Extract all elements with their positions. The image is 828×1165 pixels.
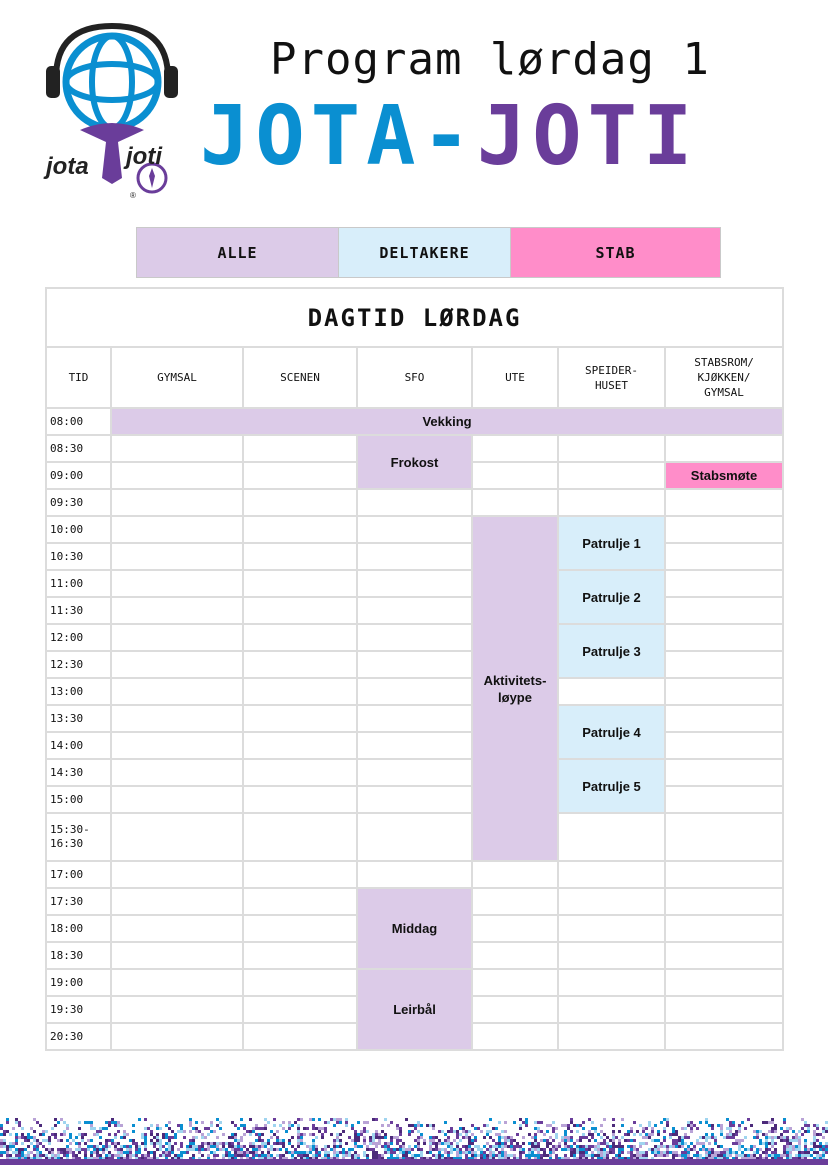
- empty-cell: [665, 516, 783, 543]
- empty-cell: [111, 915, 243, 942]
- empty-cell: [111, 624, 243, 651]
- brand-wordmark: [200, 89, 699, 184]
- empty-cell: [111, 1023, 243, 1050]
- brand-separator: -: [421, 89, 477, 184]
- empty-cell: [357, 489, 472, 516]
- empty-cell: [357, 705, 472, 732]
- empty-cell: [472, 969, 558, 996]
- empty-cell: [111, 570, 243, 597]
- empty-cell: [357, 516, 472, 543]
- empty-cell: [665, 678, 783, 705]
- event-middag: Middag: [357, 888, 472, 969]
- empty-cell: [665, 996, 783, 1023]
- empty-cell: [243, 786, 357, 813]
- empty-cell: [665, 651, 783, 678]
- empty-cell: [111, 813, 243, 861]
- col-header-speiderhuset: SPEIDER- HUSET: [558, 347, 665, 408]
- event-leirbal: Leirbål: [357, 969, 472, 1050]
- time-cell: 09:30: [46, 489, 111, 516]
- time-cell: 15:30- 16:30: [46, 813, 111, 861]
- time-cell: 17:00: [46, 861, 111, 888]
- time-cell: 11:30: [46, 597, 111, 624]
- empty-cell: [665, 570, 783, 597]
- event-patrulje-2: Patrulje 2: [558, 570, 665, 624]
- empty-cell: [111, 861, 243, 888]
- empty-cell: [357, 759, 472, 786]
- empty-cell: [558, 813, 665, 861]
- time-cell: 13:00: [46, 678, 111, 705]
- empty-cell: [111, 969, 243, 996]
- empty-cell: [665, 813, 783, 861]
- empty-cell: [111, 489, 243, 516]
- empty-cell: [111, 759, 243, 786]
- time-cell: 18:30: [46, 942, 111, 969]
- empty-cell: [243, 462, 357, 489]
- empty-cell: [243, 759, 357, 786]
- empty-cell: [357, 786, 472, 813]
- empty-cell: [243, 543, 357, 570]
- empty-cell: [665, 888, 783, 915]
- time-cell: 10:30: [46, 543, 111, 570]
- time-cell: 11:00: [46, 570, 111, 597]
- empty-cell: [111, 942, 243, 969]
- empty-cell: [665, 489, 783, 516]
- time-cell: 17:30: [46, 888, 111, 915]
- empty-cell: [243, 651, 357, 678]
- empty-cell: [472, 996, 558, 1023]
- empty-cell: [357, 861, 472, 888]
- time-cell: 08:00: [46, 408, 111, 435]
- empty-cell: [558, 1023, 665, 1050]
- empty-cell: [665, 915, 783, 942]
- empty-cell: [472, 489, 558, 516]
- col-header-ute: UTE: [472, 347, 558, 408]
- empty-cell: [243, 1023, 357, 1050]
- empty-cell: [558, 861, 665, 888]
- empty-cell: [111, 516, 243, 543]
- brand-part1: JOTA: [200, 89, 422, 184]
- empty-cell: [111, 732, 243, 759]
- empty-cell: [243, 516, 357, 543]
- empty-cell: [357, 597, 472, 624]
- empty-cell: [243, 678, 357, 705]
- event-patrulje-4: Patrulje 4: [558, 705, 665, 759]
- event-aktivitetsloype: Aktivitets- løype: [472, 516, 558, 861]
- time-cell: 09:00: [46, 462, 111, 489]
- empty-cell: [111, 435, 243, 462]
- col-header-gymsal: GYMSAL: [111, 347, 243, 408]
- logo-left-text: jota: [46, 153, 89, 180]
- empty-cell: [558, 996, 665, 1023]
- empty-cell: [558, 915, 665, 942]
- empty-cell: [111, 678, 243, 705]
- empty-cell: [357, 651, 472, 678]
- empty-cell: [665, 759, 783, 786]
- time-cell: 18:00: [46, 915, 111, 942]
- empty-cell: [665, 435, 783, 462]
- empty-cell: [357, 543, 472, 570]
- time-cell: 14:00: [46, 732, 111, 759]
- empty-cell: [243, 435, 357, 462]
- empty-cell: [243, 942, 357, 969]
- empty-cell: [665, 969, 783, 996]
- legend-stab: STAB: [511, 228, 720, 277]
- empty-cell: [665, 786, 783, 813]
- empty-cell: [243, 861, 357, 888]
- empty-cell: [558, 969, 665, 996]
- color-legend: [136, 227, 721, 278]
- event-patrulje-5: Patrulje 5: [558, 759, 665, 813]
- empty-cell: [357, 732, 472, 759]
- empty-cell: [357, 678, 472, 705]
- page-title: Program lørdag 1: [270, 34, 710, 85]
- time-cell: 13:30: [46, 705, 111, 732]
- empty-cell: [243, 915, 357, 942]
- empty-cell: [243, 624, 357, 651]
- event-patrulje-1: Patrulje 1: [558, 516, 665, 570]
- empty-cell: [243, 813, 357, 861]
- empty-cell: [111, 888, 243, 915]
- time-cell: 19:30: [46, 996, 111, 1023]
- time-cell: 08:30: [46, 435, 111, 462]
- empty-cell: [665, 861, 783, 888]
- empty-cell: [243, 570, 357, 597]
- event-stabsmote: Stabsmøte: [665, 462, 783, 489]
- empty-cell: [111, 786, 243, 813]
- empty-cell: [111, 651, 243, 678]
- schedule-title: DAGTID LØRDAG: [46, 288, 783, 347]
- empty-cell: [111, 462, 243, 489]
- col-header-scenen: SCENEN: [243, 347, 357, 408]
- empty-cell: [558, 462, 665, 489]
- empty-cell: [357, 570, 472, 597]
- event-vekking: Vekking: [111, 408, 783, 435]
- empty-cell: [472, 1023, 558, 1050]
- empty-cell: [243, 597, 357, 624]
- empty-cell: [472, 861, 558, 888]
- time-cell: 14:30: [46, 759, 111, 786]
- legend-deltakere: DELTAKERE: [339, 228, 511, 277]
- empty-cell: [111, 597, 243, 624]
- time-cell: 19:00: [46, 969, 111, 996]
- empty-cell: [111, 543, 243, 570]
- empty-cell: [472, 915, 558, 942]
- pixel-decoration-footer: [0, 1118, 828, 1165]
- time-cell: 10:00: [46, 516, 111, 543]
- jota-joti-logo: [34, 18, 184, 203]
- brand-part2: JOTI: [476, 89, 699, 184]
- empty-cell: [111, 996, 243, 1023]
- empty-cell: [357, 813, 472, 861]
- col-header-stabsrom: STABSROM/ KJØKKEN/ GYMSAL: [665, 347, 783, 408]
- empty-cell: [243, 732, 357, 759]
- empty-cell: [558, 489, 665, 516]
- event-frokost: Frokost: [357, 435, 472, 489]
- legend-alle: ALLE: [137, 228, 339, 277]
- logo-right-text: joti: [126, 143, 162, 170]
- empty-cell: [243, 969, 357, 996]
- col-header-tid: TID: [46, 347, 111, 408]
- time-cell: 20:30: [46, 1023, 111, 1050]
- empty-cell: [665, 597, 783, 624]
- empty-cell: [558, 942, 665, 969]
- event-patrulje-3: Patrulje 3: [558, 624, 665, 678]
- empty-cell: [111, 705, 243, 732]
- empty-cell: [472, 942, 558, 969]
- empty-cell: [665, 624, 783, 651]
- schedule-table: [45, 287, 784, 1051]
- empty-cell: [558, 678, 665, 705]
- empty-cell: [665, 543, 783, 570]
- empty-cell: [243, 888, 357, 915]
- empty-cell: [243, 705, 357, 732]
- empty-cell: [472, 462, 558, 489]
- empty-cell: [665, 1023, 783, 1050]
- time-cell: 12:30: [46, 651, 111, 678]
- empty-cell: [665, 732, 783, 759]
- empty-cell: [472, 435, 558, 462]
- empty-cell: [243, 489, 357, 516]
- registered-mark: ®: [130, 191, 136, 200]
- empty-cell: [665, 942, 783, 969]
- empty-cell: [558, 888, 665, 915]
- empty-cell: [558, 435, 665, 462]
- col-header-sfo: SFO: [357, 347, 472, 408]
- time-cell: 12:00: [46, 624, 111, 651]
- empty-cell: [243, 996, 357, 1023]
- empty-cell: [357, 624, 472, 651]
- empty-cell: [472, 888, 558, 915]
- empty-cell: [665, 705, 783, 732]
- time-cell: 15:00: [46, 786, 111, 813]
